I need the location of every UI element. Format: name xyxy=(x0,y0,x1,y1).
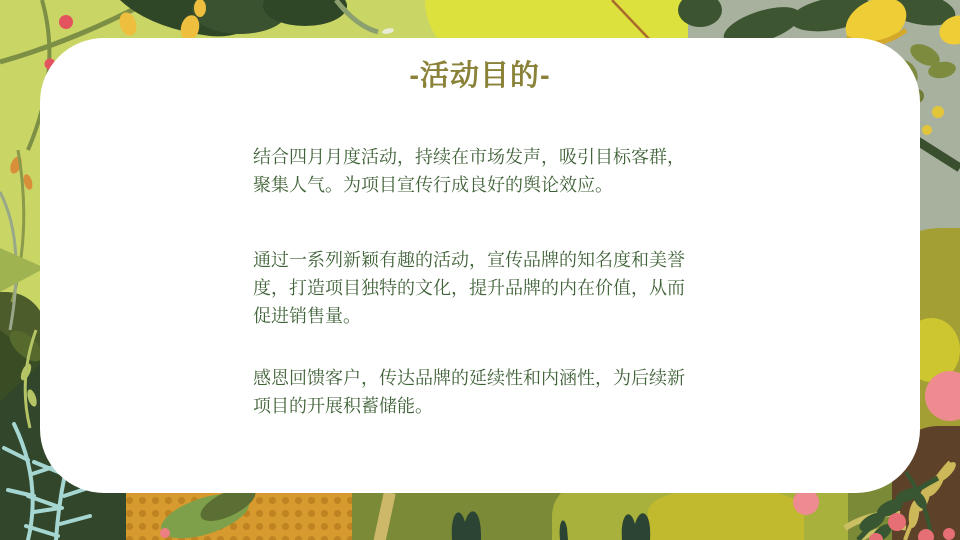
purpose-paragraph-1: 结合四月月度活动，持续在市场发声，吸引目标客群，聚集人气。为项目宣传行成良好的舆论效应。 xyxy=(253,147,685,195)
content-card xyxy=(40,38,920,493)
purpose-paragraph-3: 感恩回馈客户，传达品牌的延续性和内涵性，为后续新项目的开展积蓄储能。 xyxy=(253,368,685,416)
slide-title: -活动目的- xyxy=(409,60,551,92)
purpose-paragraph-2: 通过一系列新颖有趣的活动，宣传品牌的知名度和美誉度，打造项目独特的文化，提升品牌的内在价值，从而促进销售量。 xyxy=(253,250,685,326)
